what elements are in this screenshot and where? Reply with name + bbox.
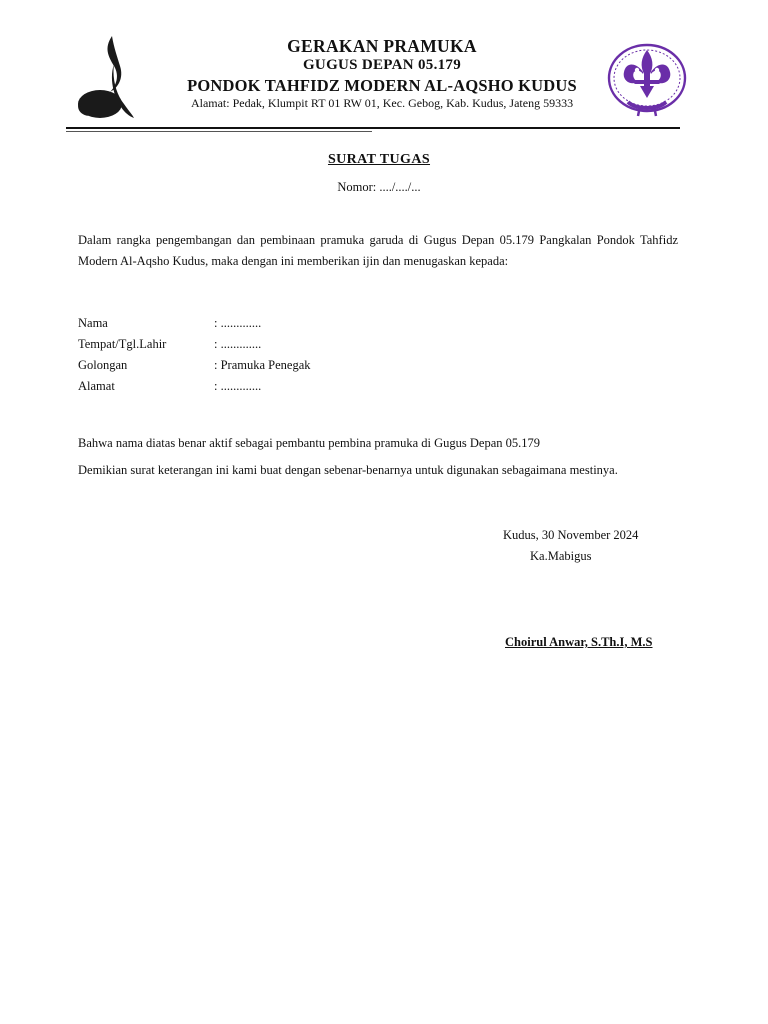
tunas-kelapa-logo-icon xyxy=(74,34,136,122)
letter-title: SURAT TUGAS xyxy=(327,152,431,167)
field-value-tempat-tgl-lahir: : ............. xyxy=(214,337,262,351)
signature-role: Ka.Mabigus xyxy=(530,549,592,563)
letter-number: Nomor: ..../..../... xyxy=(337,180,421,194)
field-label-tempat-tgl-lahir: Tempat/Tgl.Lahir xyxy=(78,337,167,351)
field-value-alamat: : ............. xyxy=(214,379,262,393)
scout-fleur-de-lis-emblem-icon xyxy=(606,40,688,120)
field-label-nama: Nama xyxy=(78,316,108,330)
signature-name: Choirul Anwar, S.Th.I, M.S xyxy=(505,635,653,649)
field-value-golongan: : Pramuka Penegak xyxy=(214,358,311,372)
address-line: Alamat: Pedak, Klumpit RT 01 RW 01, Kec. Gebog, Kab. Kudus, Jateng 59333 xyxy=(190,96,574,110)
school-name: PONDOK TAHFIDZ MODERN AL-AQSHO KUDUS xyxy=(187,76,577,95)
header-divider-thick xyxy=(66,127,680,129)
closing-paragraph: Demikian surat keterangan ini kami buat dengan sebenar-benarnya untuk digunakan sebagaimana mestinya. xyxy=(78,463,618,477)
intro-paragraph: Dalam rangka pengembangan dan pembinaan pramuka garuda di Gugus Depan 05.179 Pangkalan Pondok Tahfidz Modern Al-Aqsho Kudus, maka dengan ini memberikan ijin dan menugaskan kepada: xyxy=(78,233,678,268)
field-label-golongan: Golongan xyxy=(78,358,128,372)
unit-name: GUGUS DEPAN 05.179 xyxy=(302,57,462,73)
field-value-nama: : ............. xyxy=(214,316,262,330)
statement-paragraph: Bahwa nama diatas benar aktif sebagai pembantu pembina pramuka di Gugus Depan 05.179 xyxy=(78,436,541,450)
field-label-alamat: Alamat xyxy=(78,379,115,393)
org-name: GERAKAN PRAMUKA xyxy=(287,36,477,56)
header-divider-thin xyxy=(66,131,372,132)
signature-place-date: Kudus, 30 November 2024 xyxy=(503,528,639,542)
